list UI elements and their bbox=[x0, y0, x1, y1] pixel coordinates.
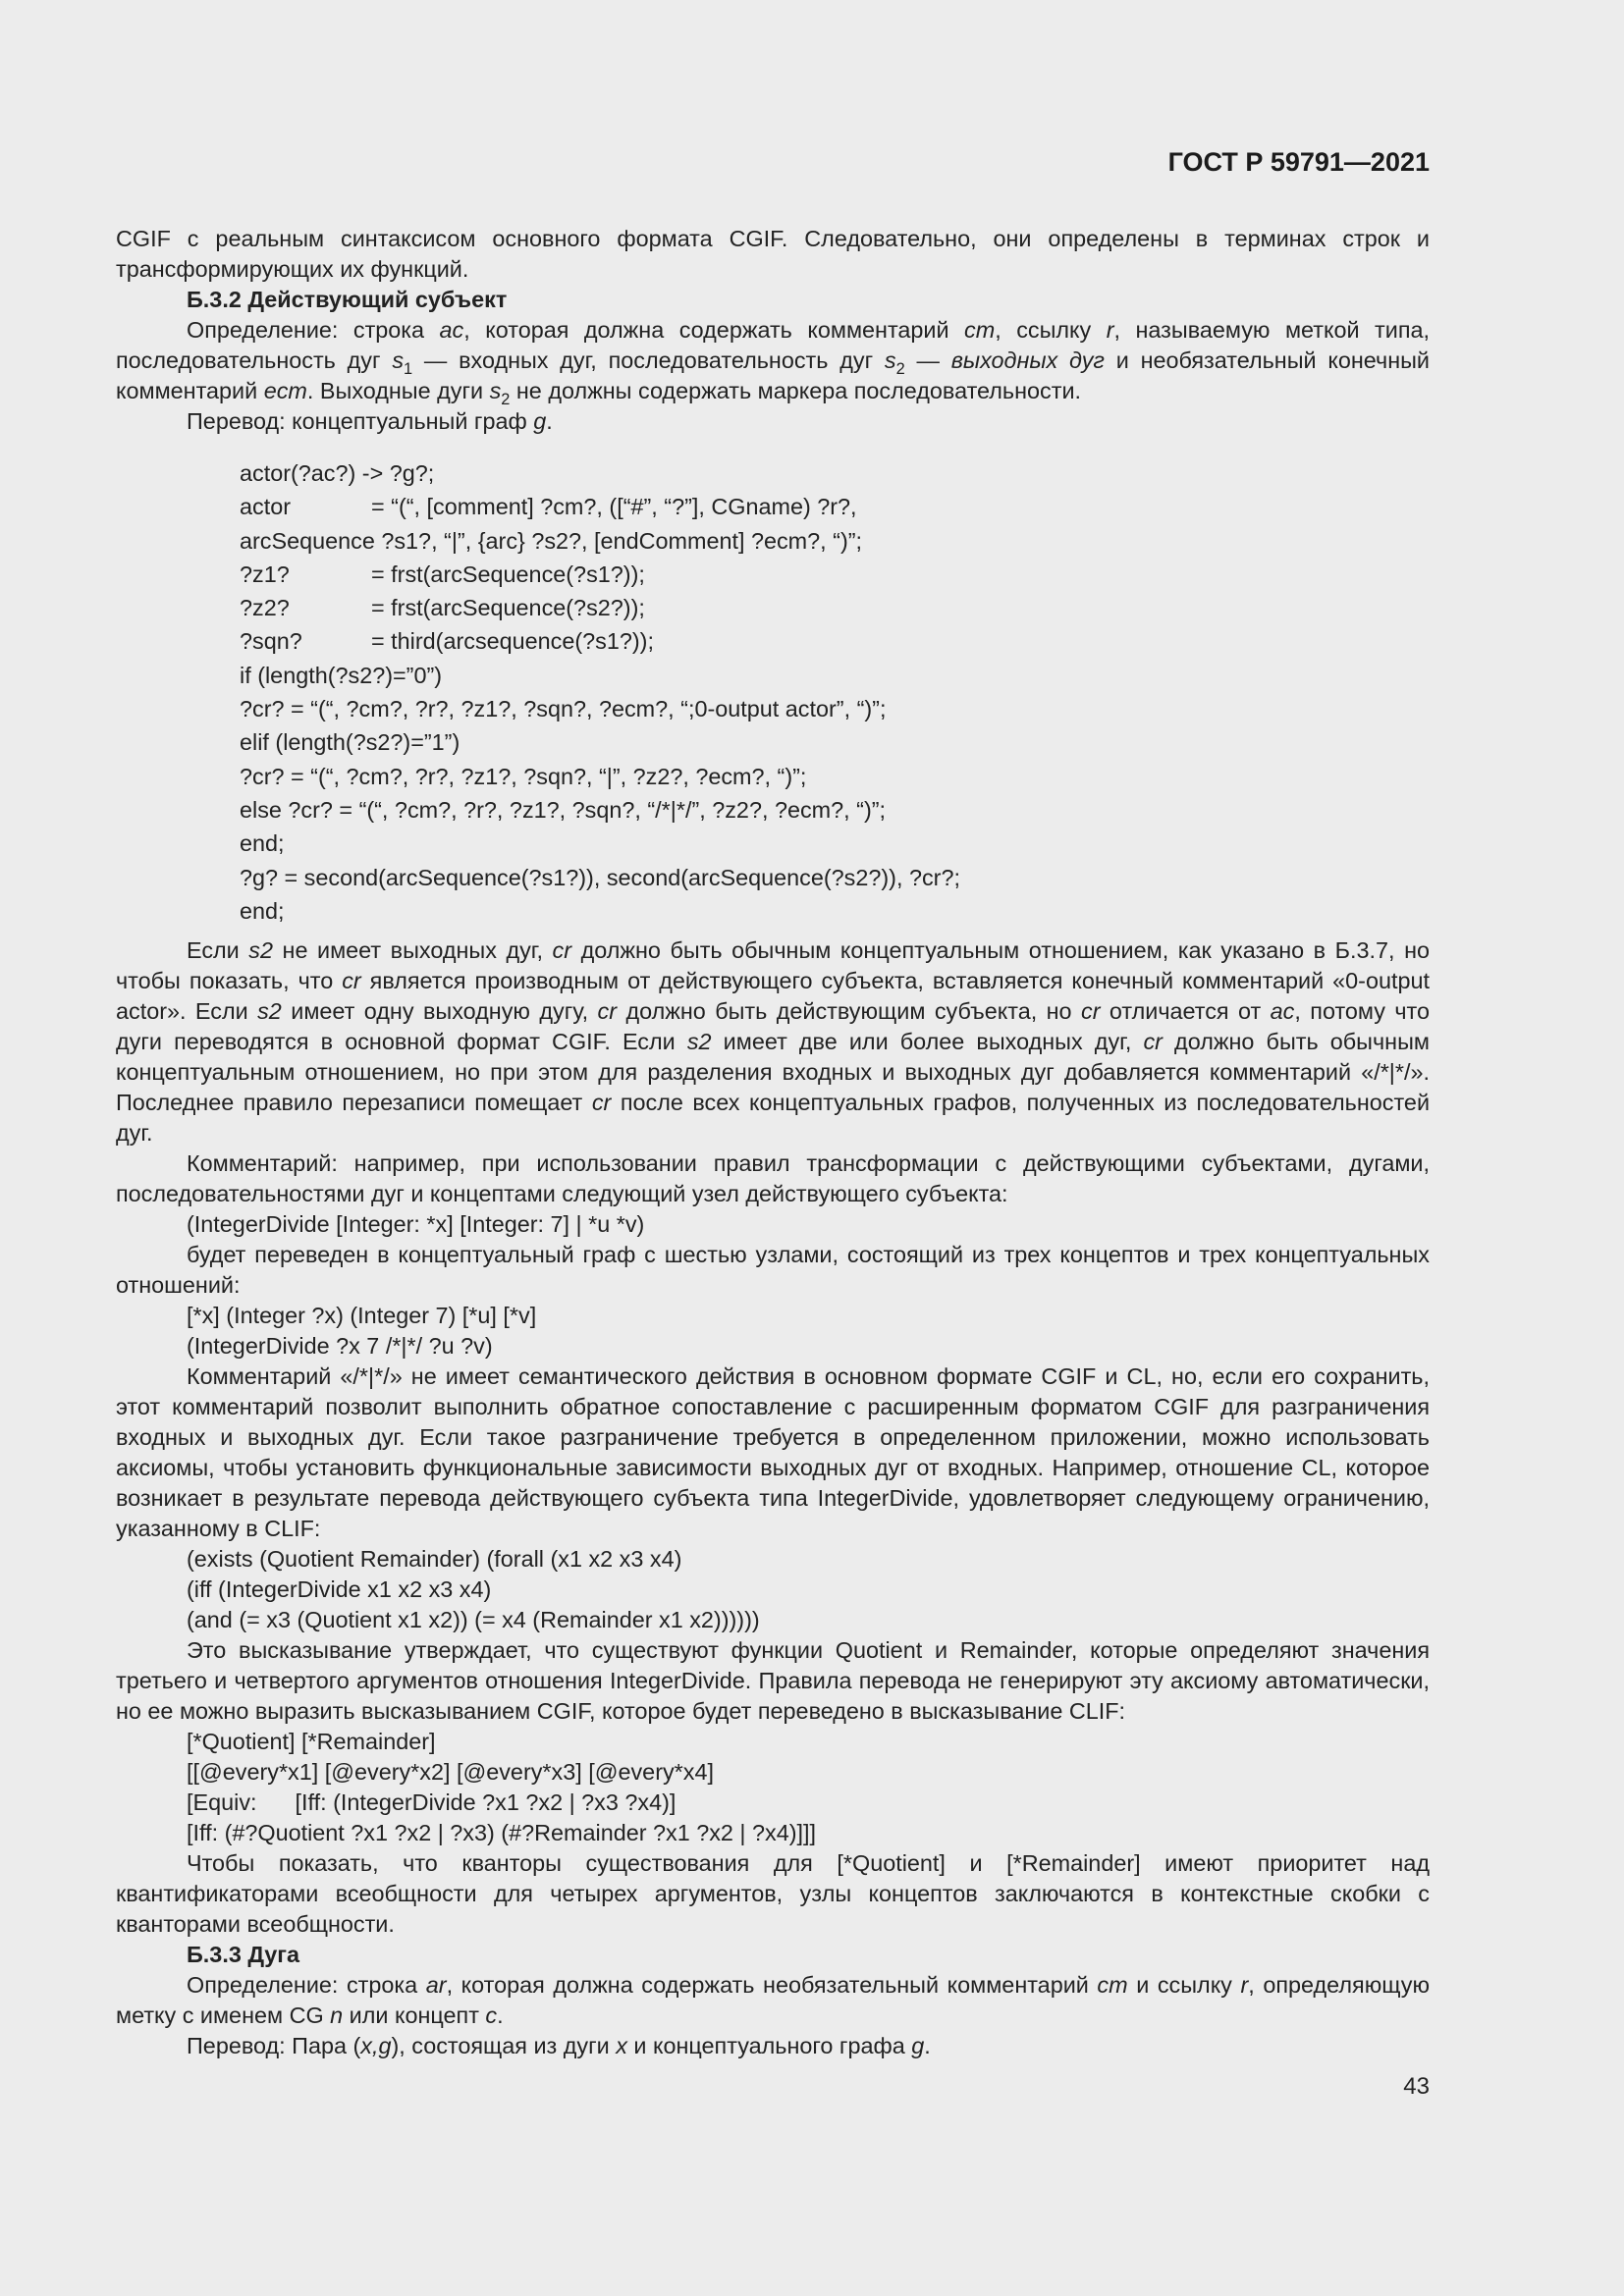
example-line: [[@every*x1] [@every*x2] [@every*x3] [@every*x4] bbox=[187, 1759, 714, 1786]
comment-paragraph-2: Комментарий «/*|*/» не имеет семантического действия в основном формате CGIF и CL, но, если его сохранить, этот комментарий позволит выполнить обратное сопоставление с расширенным форматом CGIF для разграничения входных и выходных дуг. Если такое разграничение требуется в определенном приложении, можно использовать аксиомы, чтобы установить функциональные зависимости выходных дуг от входных. Например, отношение CL, которое возникает в результате перевода действующего субъекта типа IntegerDivide, удовлетворяет следующему ограничению, указанному в CLIF: bbox=[116, 1363, 1430, 1542]
code-line: ?sqn? = third(arcsequence(?s1?)); bbox=[240, 628, 654, 655]
example-line: [Equiv: [Iff: (IntegerDivide ?x1 ?x2 | ?x3 ?x4)] bbox=[187, 1789, 677, 1816]
code-line: elif (length(?s2?)=”1”) bbox=[240, 729, 460, 756]
section-heading-b32: Б.3.2 Действующий субъект bbox=[187, 287, 508, 312]
code-line: if (length(?s2?)=”0”) bbox=[240, 662, 443, 688]
page-body bbox=[116, 224, 1430, 2061]
example-line: [*x] (Integer ?x) (Integer 7) [*u] [*v] bbox=[187, 1303, 537, 1329]
code-line: ?g? = second(arcSequence(?s1?)), second(arcSequence(?s2?)), ?cr?; bbox=[240, 864, 960, 890]
standard-header: ГОСТ Р 59791—2021 bbox=[1167, 147, 1430, 177]
example-line: [*Quotient] [*Remainder] bbox=[187, 1729, 436, 1755]
example-line: (iff (IntegerDivide x1 x2 x3 x4) bbox=[187, 1576, 492, 1603]
example-line: (IntegerDivide ?x 7 /*|*/ ?u ?v) bbox=[187, 1333, 493, 1360]
b33-definition: Определение: строка ar, которая должна содержать необязательный комментарий cm и ссылку r, определяющую метку с именем CG n или концепт c. bbox=[116, 1972, 1431, 2029]
code-line: actor = “(“, [comment] ?cm?, ([“#”, “?”], CGname) ?r?, bbox=[240, 494, 857, 520]
example-line: (exists (Quotient Remainder) (forall (x1 x2 x3 x4) bbox=[187, 1546, 682, 1573]
code-line: ?cr? = “(“, ?cm?, ?r?, ?z1?, ?sqn?, ?ecm?, “;0-output actor”, “)”; bbox=[240, 696, 887, 722]
code-line: ?z2? = frst(arcSequence(?s2?)); bbox=[240, 595, 645, 621]
example-line: (IntegerDivide [Integer: *x] [Integer: 7] | *u *v) bbox=[187, 1211, 645, 1238]
code-line: else ?cr? = “(“, ?cm?, ?r?, ?z1?, ?sqn?, “/*|*/”, ?z2?, ?ecm?, “)”; bbox=[240, 796, 887, 823]
code-line: end; bbox=[240, 897, 285, 924]
b32-translation: Перевод: концептуальный граф g. bbox=[187, 408, 553, 434]
b32-definition: Определение: строка ac, которая должна содержать комментарий cm, ссылку r, называемую меткой типа, последовательность дуг $s_1$ — входных дуг, последовательность дуг $s_2$ — выходных дуг и необязательный конечный комментарий ecm. Выходные дуги $s_2$ не должны содержать маркера последовательности. bbox=[116, 317, 1431, 408]
code-line: arcSequence ?s1?, “|”, {arc} ?s2?, [endComment] ?ecm?, “)”; bbox=[240, 527, 863, 554]
code-line: end; bbox=[240, 830, 285, 857]
quantifier-paragraph: Чтобы показать, что кванторы существования для [*Quotient] и [*Remainder] имеют приоритет над квантификаторами всеобщности для четырех аргументов, узлы концептов заключаются в контекстные скобки с кванторами всеобщности. bbox=[116, 1850, 1430, 1938]
example-line: [Iff: (#?Quotient ?x1 ?x2 | ?x3) (#?Remainder ?x1 ?x2 | ?x4)]]] bbox=[187, 1820, 817, 1846]
code-line: ?cr? = “(“, ?cm?, ?r?, ?z1?, ?sqn?, “|”, ?z2?, ?ecm?, “)”; bbox=[240, 763, 807, 789]
code-line: actor(?ac?) -> ?g?; bbox=[240, 460, 435, 486]
intro-paragraph: CGIF с реальным синтаксисом основного формата CGIF. Следовательно, они определены в терминах строк и трансформирующих их функций. bbox=[116, 226, 1430, 282]
will-be-translated-paragraph: будет переведен в концептуальный граф с шестью узлами, состоящий из трех концептов и трех концептуальных отношений: bbox=[116, 1242, 1430, 1299]
page-number: 43 bbox=[1403, 2073, 1430, 2100]
paragraph-if-s2: Если s2 не имеет выходных дуг, cr должно быть обычным концептуальным отношением, как указано в Б.3.7, но чтобы показать, что cr является производным от действующего субъекта, вставляется конечный комментарий «0-output actor». Если s2 имеет одну выходную дугу, cr должно быть действующим субъекта, но cr отличается от ac, потому что дуги переводятся в основной формат CGIF. Если s2 имеет две или более выходных дуг, cr должно быть обычным концептуальным отношением, но при этом для разделения входных и выходных дуг добавляется комментарий «/*|*/». Последнее правило перезаписи помещает cr после всех концептуальных графов, полученных из последовательностей дуг. bbox=[116, 937, 1431, 1147]
code-block bbox=[240, 456, 1430, 928]
axiom-paragraph: Это высказывание утверждает, что существуют функции Quotient и Remainder, которые определяют значения третьего и четвертого аргументов отношения IntegerDivide. Правила перевода не генерируют эту аксиому автоматически, но ее можно выразить высказыванием CGIF, которое будет переведено в высказывание CLIF: bbox=[116, 1637, 1430, 1725]
code-line: ?z1? = frst(arcSequence(?s1?)); bbox=[240, 561, 645, 587]
comment-paragraph-1: Комментарий: например, при использовании правил трансформации с действующими субъектами, дугами, последовательностями дуг и концептами следующий узел действующего субъекта: bbox=[116, 1150, 1430, 1207]
section-heading-b33: Б.3.3 Дуга bbox=[187, 1942, 300, 1968]
b33-translation: Перевод: Пара (x,g), состоящая из дуги x и концептуального графа g. bbox=[187, 2033, 931, 2059]
example-line: (and (= x3 (Quotient x1 x2)) (= x4 (Remainder x1 x2)))))) bbox=[187, 1607, 760, 1633]
